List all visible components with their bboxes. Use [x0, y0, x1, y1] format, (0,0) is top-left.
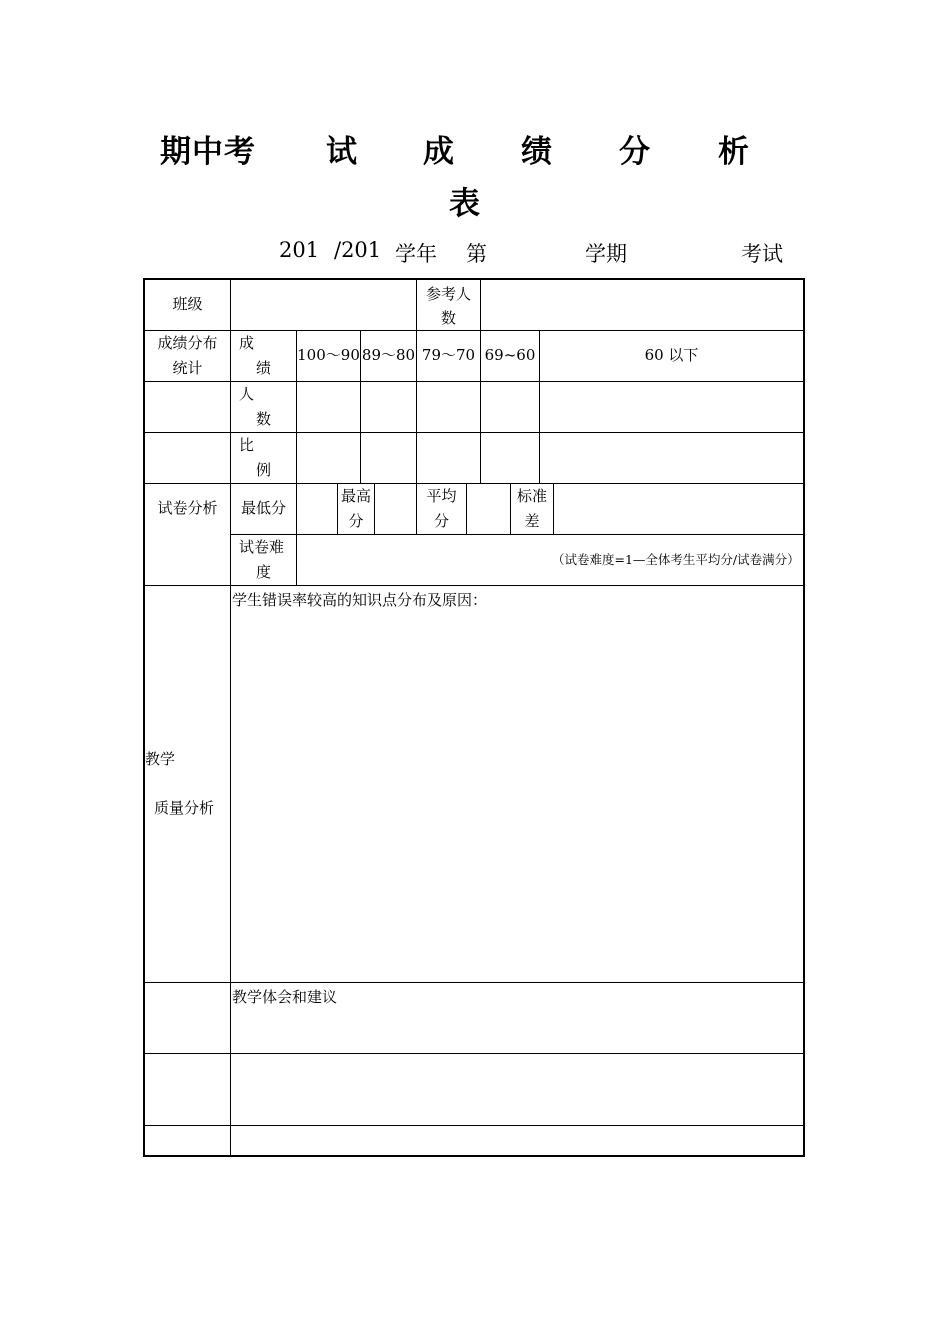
max-score-label-1: 最高: [340, 487, 371, 505]
avg-score-label-1: 平均: [426, 487, 457, 505]
quality-label-2: 质量分析: [154, 799, 215, 817]
row-rule: [143, 1125, 805, 1126]
ratio-label-2: 例: [256, 461, 272, 479]
ordinal-label: 第: [466, 242, 487, 266]
title-part: 期中考: [160, 134, 256, 170]
row-rule: [143, 585, 805, 586]
title-line2: 表: [449, 186, 480, 222]
people-label-2: 数: [256, 410, 272, 428]
paper-analysis-label: 试卷分析: [157, 499, 218, 517]
column-rule: [553, 483, 554, 534]
school-year-label: 学年: [395, 242, 437, 266]
column-rule: [374, 483, 375, 534]
title-part: 分: [619, 134, 651, 170]
title-part: 试: [326, 134, 358, 170]
row-rule: [143, 1053, 805, 1054]
max-score-label-2: 分: [348, 512, 364, 530]
year-end: /201: [334, 238, 382, 262]
column-rule: [296, 483, 297, 585]
participants-label-2: 数: [440, 309, 456, 327]
min-score-label: 最低分: [240, 499, 286, 517]
column-rule: [480, 278, 481, 330]
table-border-right: [803, 278, 805, 1157]
title-part: 绩: [521, 134, 553, 170]
row-rule: [231, 534, 805, 535]
range-69-60: 69~60: [484, 346, 536, 364]
std-dev-label-2: 差: [524, 512, 540, 530]
column-rule: [466, 483, 467, 534]
quality-label-1: 教学: [145, 750, 176, 768]
year-start: 201: [279, 238, 320, 262]
range-below-60: 60 以下: [644, 346, 699, 364]
title-part: 成: [423, 134, 455, 170]
class-label: 班级: [172, 295, 203, 313]
difficulty-label-2: 度: [256, 563, 272, 581]
distribution-label-1: 成绩分布: [157, 334, 218, 352]
difficulty-label-1: 试卷难: [239, 538, 285, 556]
row-rule: [143, 982, 805, 983]
participants-label-1: 参考人: [425, 285, 471, 303]
std-dev-label-1: 标准: [516, 487, 547, 505]
score-label-2: 绩: [256, 359, 272, 377]
range-100-90: 100～90: [297, 346, 360, 364]
title-part: 析: [718, 134, 750, 170]
avg-score-label-2: 分: [433, 512, 449, 530]
difficulty-formula-note: （试卷难度=1—全体考生平均分/试卷满分）: [552, 552, 800, 567]
exam-label: 考试: [741, 242, 783, 266]
distribution-label-2: 统计: [172, 359, 203, 377]
people-label-1: 人: [239, 385, 255, 403]
reflection-label: 教学体会和建议: [232, 988, 338, 1006]
score-label-1: 成: [239, 334, 255, 352]
table-border-top: [143, 278, 805, 280]
table-border-left: [143, 278, 145, 1157]
semester-label: 学期: [585, 242, 627, 266]
table-border-bottom: [143, 1155, 805, 1157]
row-rule: [143, 483, 805, 484]
ratio-label-1: 比: [239, 436, 255, 454]
column-rule: [230, 278, 231, 1157]
range-79-70: 79～70: [421, 346, 476, 364]
error-points-label: 学生错误率较高的知识点分布及原因：: [232, 591, 488, 609]
range-89-80: 89～80: [361, 346, 416, 364]
